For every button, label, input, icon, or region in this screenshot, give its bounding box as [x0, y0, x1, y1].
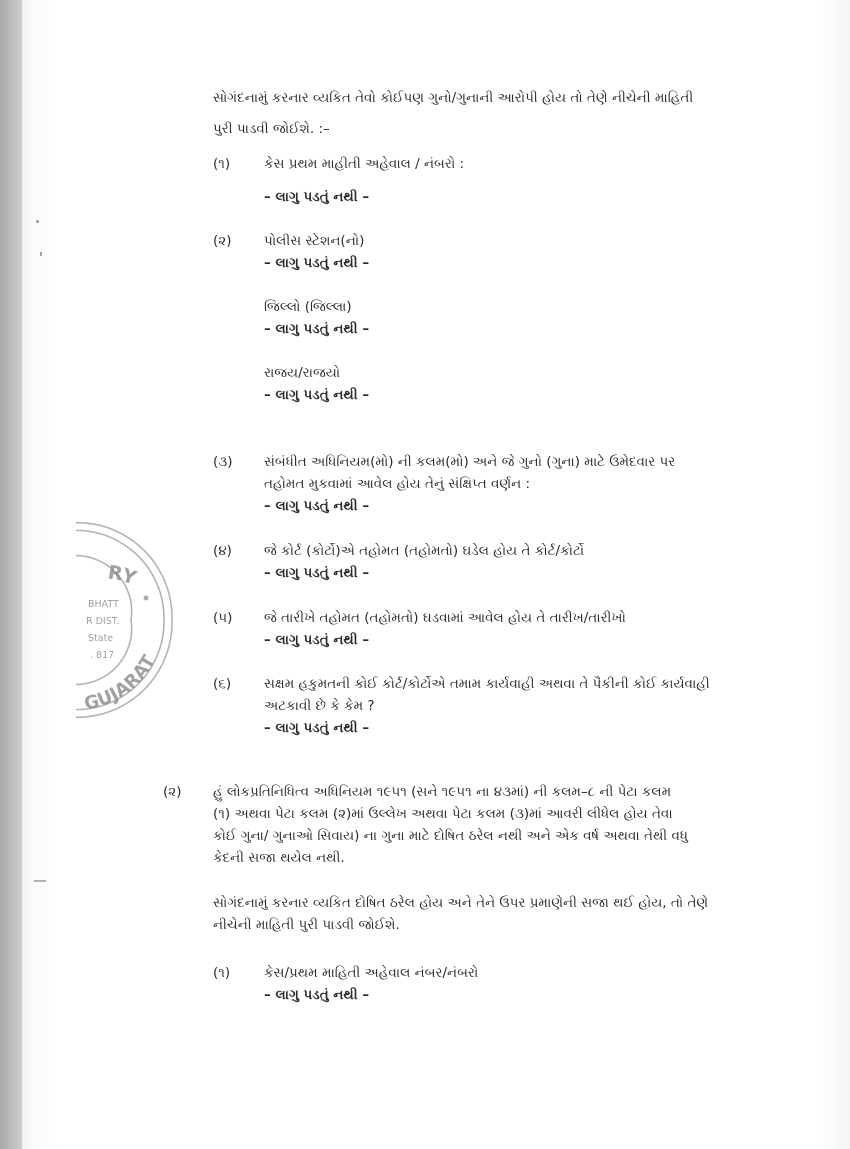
stamp-line-3: State: [88, 633, 114, 644]
section-2-para2-line-2: નીચેની માહિતી પુરી પાડવી જોઈશે.: [213, 917, 400, 933]
item-2-value: – લાગુ પડતું નથી –: [264, 255, 370, 271]
item-1-label: કેસ પ્રથમ માહીતી અહેવાલ / નંબરો :: [264, 156, 465, 172]
stamp-line-4: . 817: [90, 650, 115, 661]
state-value: – લાગુ પડતું નથી –: [264, 387, 370, 403]
item-6-line-1: સક્ષમ હકુમતની કોઈ કોર્ટ/કોર્ટોએ તમામ કાર્યવાહી અથવા તે પૈકીની કોઈ કાર્યવાહી: [264, 676, 710, 692]
district-value: – લાગુ પડતું નથી –: [264, 321, 370, 337]
intro-line-1: સોગંદનામું કરનાર વ્યકિત તેવો કોઈપણ ગુનો/ગુનાની આરોપી હોય તો તેણે નીચેની માહિતી: [213, 90, 694, 106]
stamp-top-text: RY: [106, 561, 139, 590]
notary-stamp: [76, 520, 176, 720]
item-2-number: (૨): [213, 233, 232, 249]
section-2-line-2: (૧) અથવા પેટા કલમ (૨)માં ઉલ્લેખ અથવા પેટા કલમ (૩)માં આવરી લીધેલ હોય તેવા: [213, 806, 673, 822]
stamp-line-1: BHATT: [88, 599, 119, 610]
item-3-number: (૩): [213, 454, 233, 470]
item-4-label: જે કોર્ટ (કોર્ટો)એ તહોમત (તહોમતો) ઘડેલ હોય તે કોર્ટ/કોર્ટો: [264, 543, 585, 559]
district-label: જિલ્લો (જિલ્લા): [264, 299, 352, 315]
scan-speck: [34, 880, 46, 882]
section-2-number: (૨): [163, 784, 182, 800]
item-4-number: (૪): [213, 543, 232, 559]
item-5-number: (૫): [213, 610, 233, 626]
section-2-line-1: હું લોકપ્રતિનિધિત્વ અધિનિયમ ૧૯૫૧ (સને ૧૯૫૧ ના ૪૩માં) ની કલમ–૮ ની પેટા કલમ: [213, 784, 672, 800]
item-4-value: – લાગુ પડતું નથી –: [264, 565, 370, 581]
item-6-line-2: અટકાવી છે કે કેમ ?: [264, 698, 375, 714]
item-2-label: પોલીસ સ્ટેશન(નો): [264, 233, 365, 249]
item-6-number: (૬): [213, 676, 232, 692]
item-3-value: – લાગુ પડતું નથી –: [264, 498, 370, 514]
item-1-number: (૧): [213, 156, 231, 172]
item-5-label: જે તારીખે તહોમત (તહોમતો) ઘડવામાં આવેલ હોય તે તારીખ/તારીખો: [264, 610, 626, 626]
section-2-line-4: કેદની સજા થયેલ નથી.: [213, 850, 345, 866]
scan-speck: [40, 252, 42, 256]
item-6-value: – લાગુ પડતું નથી –: [264, 720, 370, 736]
intro-line-2: પુરી પાડવી જોઈશે. :–: [213, 121, 330, 137]
stamp-bottom-text: GUJARAT: [82, 651, 160, 715]
item-3-line-1: સંબંધીત અધિનિયમ(મો) ની કલમ(મો) અને જે ગુનો (ગુના) માટે ઉમેદવાર પર: [264, 454, 676, 470]
section-2-sub-1-number: (૧): [213, 965, 231, 981]
svg-text:RY: [106, 562, 139, 590]
item-1-value: – લાગુ પડતું નથી –: [264, 189, 370, 205]
section-2-line-3: કોઈ ગુના/ ગુનાઓ સિવાય) ના ગુના માટે દોષિત ઠરેલ નથી અને એક વર્ષ અથવા તેથી વધુ: [213, 828, 688, 844]
item-5-value: – લાગુ પડતું નથી –: [264, 632, 370, 648]
section-2-sub-1-label: કેસ/પ્રથમ માહિતી અહેવાલ નંબર/નંબરો: [264, 965, 479, 981]
item-3-line-2: તહોમત મુકવામાં આવેલ હોય તેનું સંક્ષિપ્ત વર્ણન :: [264, 476, 531, 492]
scan-edge: [0, 0, 22, 1149]
stamp-line-2: R DIST.: [86, 616, 120, 627]
scan-speck: [36, 220, 39, 223]
state-label: રાજય/રાજયો: [264, 365, 341, 381]
section-2-sub-1-value: – લાગુ પડતું નથી –: [264, 987, 370, 1003]
section-2-para2-line-1: સોગંદનામું કરનાર વ્યકિત દોષિત ઠરેલ હોય અને તેને ઉપર પ્રમાણેની સજા થઈ હોય, તો તેણે: [213, 895, 709, 911]
